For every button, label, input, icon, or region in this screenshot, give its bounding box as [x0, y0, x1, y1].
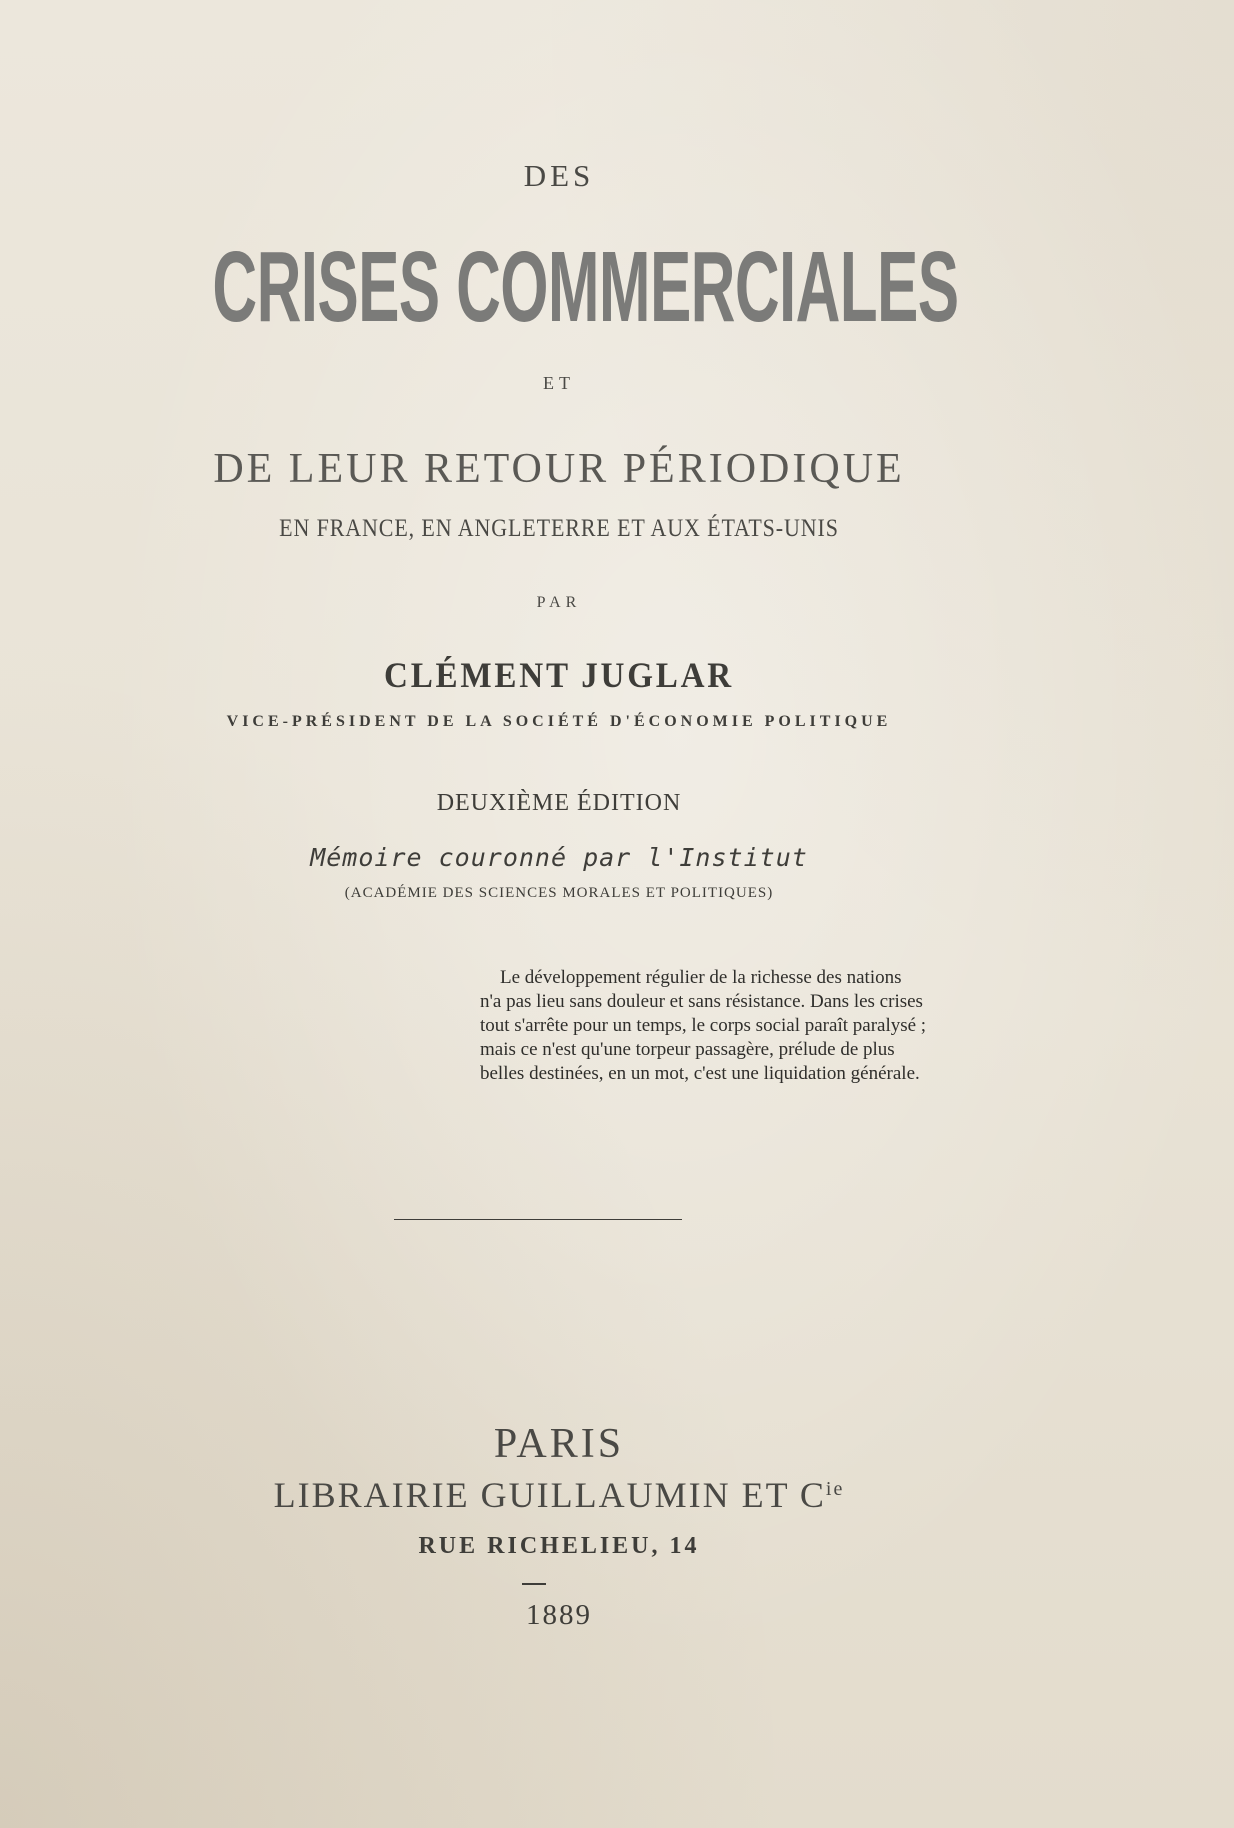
by-line: PAR [536, 594, 582, 611]
countries-line: EN FRANCE, EN ANGLETERRE ET AUX ÉTATS-UNIS [279, 515, 839, 542]
award-body: (ACADÉMIE DES SCIENCES MORALES ET POLITIQUES) [344, 885, 774, 901]
epigraph-line: mais ce n'est qu'une torpeur passagère, prélude de plus [480, 1039, 895, 1060]
publisher-name: LIBRAIRIE GUILLAUMIN ET C [273, 1475, 826, 1515]
imprint-year: 1889 [526, 1599, 592, 1631]
divider-rule [394, 1219, 682, 1220]
edition: DEUXIÈME ÉDITION [436, 790, 682, 816]
imprint-city: PARIS [493, 1421, 625, 1467]
epigraph-line: tout s'arrête pour un temps, le corps social paraît paralysé ; [480, 1015, 927, 1036]
epigraph-line: n'a pas lieu sans douleur et sans résistance. Dans les crises [480, 991, 923, 1012]
author-name: CLÉMENT JUGLAR [384, 655, 734, 695]
epigraph-line: Le développement régulier de la richesse des nations [500, 967, 902, 988]
title-conjunction: ET [543, 373, 575, 393]
epigraph [480, 966, 980, 1086]
publisher-suffix: ie [825, 1478, 845, 1500]
pre-title: DES [523, 158, 595, 193]
imprint-address: RUE RICHELIEU, 14 [418, 1533, 700, 1559]
epigraph-line: belles destinées, en un mot, c'est une liquidation générale. [480, 1063, 920, 1084]
imprint-publisher [0, 1474, 1118, 1516]
award-line: Mémoire couronné par l'Institut [310, 843, 808, 872]
author-role: VICE-PRÉSIDENT DE LA SOCIÉTÉ D'ÉCONOMIE POLITIQUE [226, 713, 892, 730]
subtitle: DE LEUR RETOUR PÉRIODIQUE [213, 446, 905, 492]
short-divider [522, 1583, 546, 1585]
main-title: CRISES COMMERCIALES [212, 231, 959, 343]
